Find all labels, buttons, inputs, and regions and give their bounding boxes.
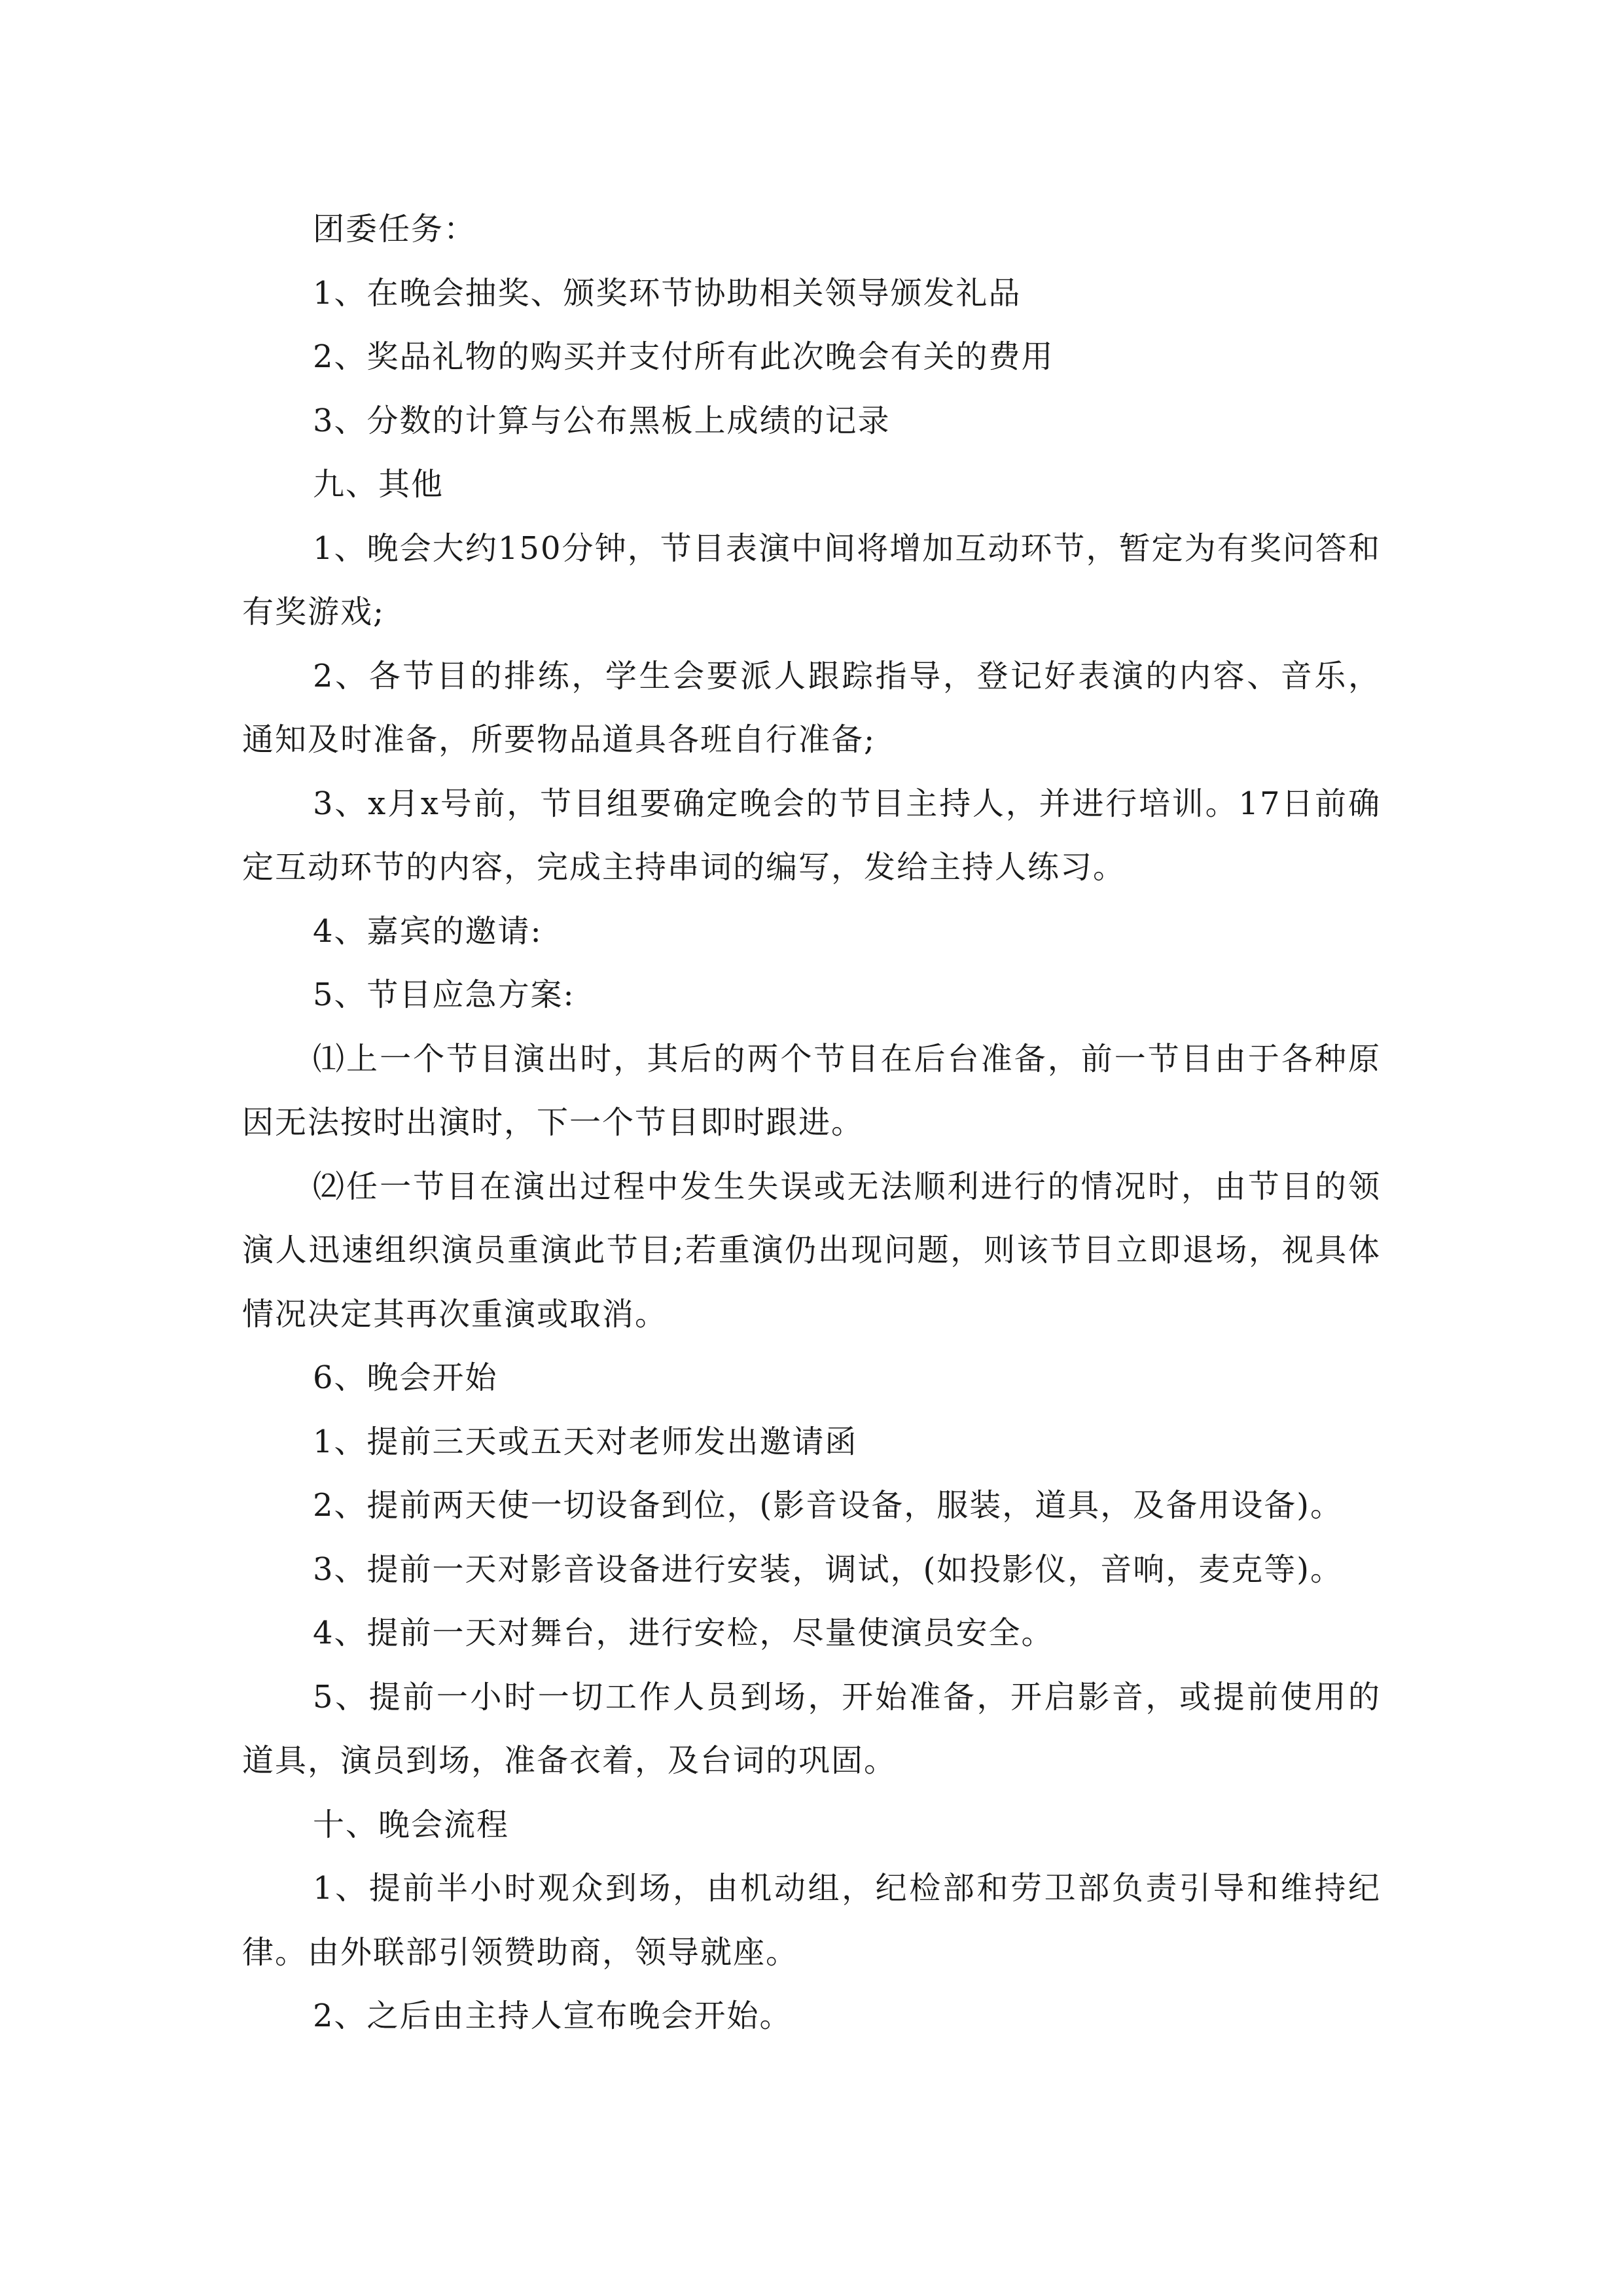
list-item: 1、晚会大约150分钟，节目表演中间将增加互动环节，暂定为有奖问答和有奖游戏; [242,529,1381,630]
sub-list-item: ⑵任一节目在演出过程中发生失误或无法顺利进行的情况时，由节目的领演人迅速组织演员重演此节目;若重演仍出现问题，则该节目立即退场，视具体情况决定其再次重演或取消。 [242,1168,1381,1333]
section-heading: 九、其他 [313,466,444,503]
list-item: 1、提前三天或五天对老师发出邀请函 [313,1423,858,1460]
list-item: 3、提前一天对影音设备进行安装，调试，(如投影仪，音响，麦克等)。 [313,1551,1343,1588]
list-item: 6、晚会开始 [313,1359,498,1396]
sub-list-item: ⑴上一个节目演出时，其后的两个节目在后台准备，前一节目由于各种原因无法按时出演时，下一个节目即时跟进。 [242,1040,1381,1141]
list-item: 3、分数的计算与公布黑板上成绩的记录 [313,402,891,439]
list-item: 3、x月x号前，节目组要确定晚会的节目主持人，并进行培训。17日前确定互动环节的内容，完成主持串词的编写，发给主持人练习。 [242,785,1381,886]
list-item: 2、奖品礼物的购买并支付所有此次晚会有关的费用 [313,338,1054,375]
list-item: 1、提前半小时观众到场，由机动组，纪检部和劳卫部负责引导和维持纪律。由外联部引领赞助商，领导就座。 [242,1870,1381,1971]
list-item: 4、提前一天对舞台，进行安检，尽量使演员安全。 [313,1615,1054,1651]
list-item: 2、各节目的排练，学生会要派人跟踪指导，登记好表演的内容、音乐，通知及时准备，所要物品道具各班自行准备; [242,657,1381,758]
list-item: 2、提前两天使一切设备到位，(影音设备，服装，道具，及备用设备)。 [313,1487,1343,1524]
section-heading: 十、晚会流程 [313,1806,510,1843]
list-item: 5、提前一小时一切工作人员到场，开始准备，开启影音，或提前使用的道具，演员到场，准备衣着，及台词的巩固。 [242,1678,1381,1779]
list-item: 2、之后由主持人宣布晚会开始。 [313,1998,793,2034]
paragraph-heading: 团委任务： [313,211,477,247]
document-body [242,198,1381,2049]
list-item: 1、在晚会抽奖、颁奖环节协助相关领导颁发礼品 [313,274,1022,312]
list-item: 4、嘉宾的邀请: [313,912,543,950]
list-item: 5、节目应急方案: [313,977,575,1013]
